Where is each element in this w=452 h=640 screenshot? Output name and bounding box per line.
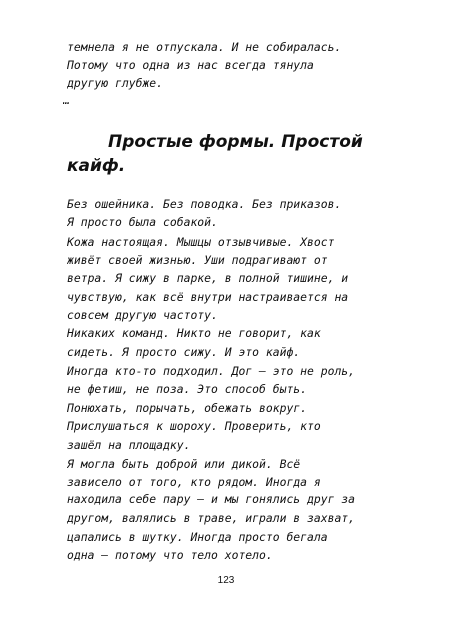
text-line: другую глубже.: [67, 76, 164, 90]
text-line: живёт своей жизнью. Уши подрагивают от: [67, 253, 328, 267]
section-heading-line-2: кайф.: [67, 156, 126, 176]
ellipsis-line: …: [63, 93, 70, 107]
text-line: Я просто была собакой.: [67, 215, 218, 229]
text-line: Потому что одна из нас всегда тянула: [67, 58, 314, 72]
text-line: зашёл на площадку.: [67, 438, 191, 452]
text-line: зависело от того, кто рядом. Иногда я: [67, 475, 321, 489]
text-line: Понюхать, порычать, обежать вокруг.: [67, 401, 308, 415]
text-line: темнела я не отпускала. И не собиралась.: [67, 40, 342, 54]
page-number: 123: [217, 575, 235, 586]
text-line: Я могла быть доброй или дикой. Всё: [67, 457, 301, 471]
text-line: цапались в шутку. Иногда просто бегала: [67, 530, 328, 544]
text-line: Без ошейника. Без поводка. Без приказов.: [67, 197, 342, 211]
text-line: Прислушаться к шороху. Проверить, кто: [67, 419, 321, 433]
section-heading-line-1: Простые формы. Простой: [108, 132, 363, 152]
text-line: находила себе пару – и мы гонялись друг за: [67, 492, 356, 506]
text-line: сидеть. Я просто сижу. И это кайф.: [67, 345, 301, 359]
text-line: Кожа настоящая. Мышцы отзывчивые. Хвост: [67, 235, 335, 249]
text-line: одна – потому что тело хотело.: [67, 548, 273, 562]
text-line: другом, валялись в траве, играли в захват,: [67, 511, 356, 525]
text-line: Иногда кто-то подходил. Дог – это не роль,: [67, 364, 356, 378]
text-line: чувствую, как всё внутри настраивается на: [67, 290, 349, 304]
text-line: ветра. Я сижу в парке, в полной тишине, и: [67, 271, 349, 285]
text-line: совсем другую частоту.: [67, 308, 218, 322]
text-line: не фетиш, не поза. Это способ быть.: [67, 382, 308, 396]
text-line: Никаких команд. Никто не говорит, как: [67, 326, 321, 340]
